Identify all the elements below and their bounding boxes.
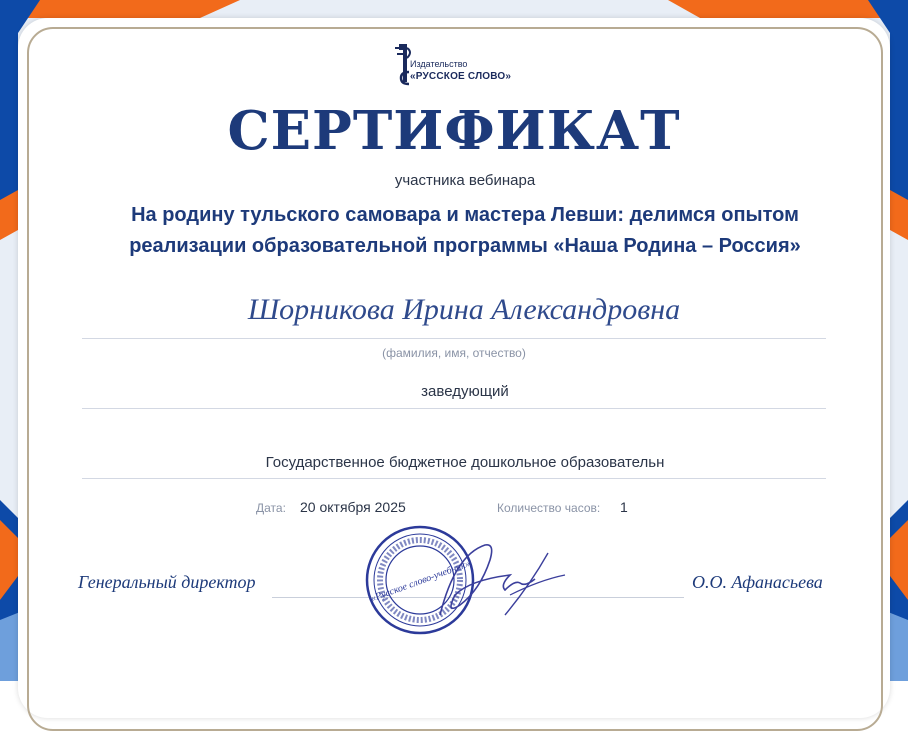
position-underline [82, 408, 826, 409]
handwritten-signature-icon [400, 535, 580, 625]
date-value: 20 октября 2025 [300, 499, 406, 515]
name-underline [82, 338, 826, 339]
organization-underline [82, 478, 826, 479]
publisher-label: Издательство [410, 59, 468, 69]
name-caption: (фамилия, имя, отчество) [382, 346, 526, 360]
hours-label: Количество часов: [497, 501, 601, 515]
participant-position: заведующий [421, 383, 509, 400]
participant-name: Шорникова Ирина Александровна [247, 293, 681, 326]
svg-text:«Русское слово-учебник»: «Русское слово-учебник» [369, 558, 472, 605]
publisher-name: «РУССКОЕ СЛОВО» [410, 71, 512, 82]
date-label: Дата: [256, 501, 286, 515]
director-role: Генеральный директор [78, 572, 256, 592]
signer-name: О.О. Афанасьева [692, 572, 823, 592]
certificate-subtitle: участника вебинара [394, 172, 536, 189]
participant-organization: Государственное бюджетное дошкольное образовательн [265, 454, 665, 471]
certificate-title: СЕРТИФИКАТ [227, 100, 681, 162]
hours-value: 1 [620, 499, 628, 515]
webinar-title: На родину тульского самовара и мастера Левши: делимся опытом реализации образовательной программы «Наша Родина – Россия» [129, 204, 801, 257]
